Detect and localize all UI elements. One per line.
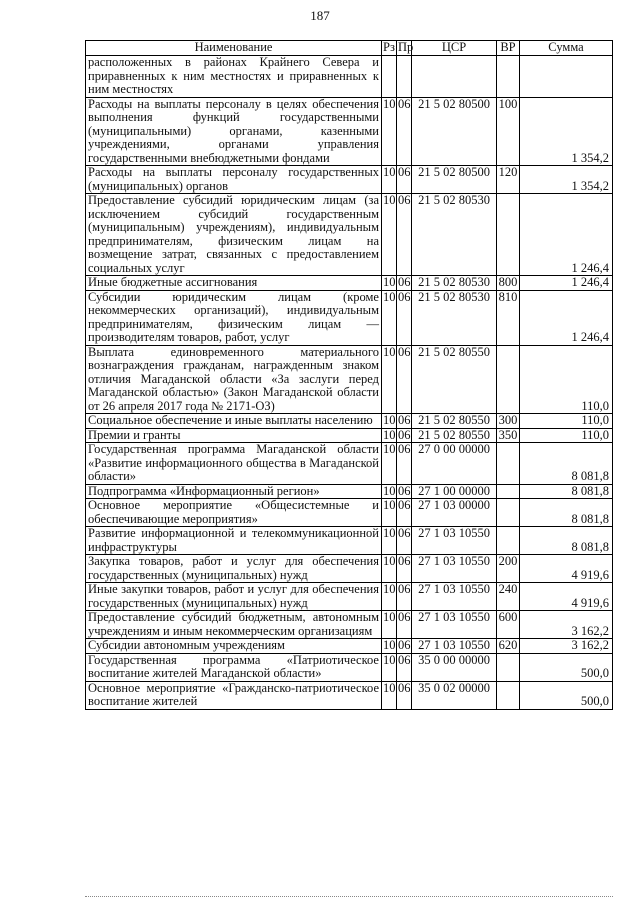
table-row bbox=[86, 555, 613, 583]
table-row bbox=[86, 583, 613, 611]
cell-csr: 21 5 02 80530 bbox=[412, 290, 497, 345]
cell-pr: 06 bbox=[397, 681, 412, 709]
cell-name: Предоставление субсидий юридическим лицам (за исключением субсидий государственным (муниципальным) учреждениям), индивидуальным предпринимателям, физическим лицам на возмещение затрат, связанных с предоставлением социальных услуг bbox=[86, 194, 382, 276]
cell-rz: 10 bbox=[382, 97, 397, 166]
cell-pr: 06 bbox=[397, 290, 412, 345]
cell-name: Расходы на выплаты персоналу государственных (муниципальных) органов bbox=[86, 166, 382, 194]
cell-sum: 110,0 bbox=[520, 414, 613, 429]
cell-pr: 06 bbox=[397, 166, 412, 194]
cell-name: Государственная программа «Патриотическое воспитание жителей Магаданской области» bbox=[86, 653, 382, 681]
cell-csr: 21 5 02 80500 bbox=[412, 97, 497, 166]
cell-name: Подпрограмма «Информационный регион» bbox=[86, 484, 382, 499]
cell-vr bbox=[497, 681, 520, 709]
cell-pr: 06 bbox=[397, 345, 412, 414]
cell-pr bbox=[397, 56, 412, 98]
cell-sum: 3 162,2 bbox=[520, 611, 613, 639]
table-header-row bbox=[86, 41, 613, 56]
cell-pr: 06 bbox=[397, 583, 412, 611]
cell-vr: 810 bbox=[497, 290, 520, 345]
cell-csr: 35 0 02 00000 bbox=[412, 681, 497, 709]
cell-pr: 06 bbox=[397, 499, 412, 527]
cell-csr: 27 0 00 00000 bbox=[412, 443, 497, 485]
cell-vr: 100 bbox=[497, 97, 520, 166]
table-row bbox=[86, 97, 613, 166]
cell-name: Премии и гранты bbox=[86, 428, 382, 443]
cell-rz: 10 bbox=[383, 638, 396, 652]
table-row bbox=[86, 611, 613, 639]
cell-name: Основное мероприятие «Гражданско-патриотическое воспитание жителей bbox=[86, 681, 382, 709]
cell-rz: 10 bbox=[382, 527, 397, 555]
cell-sum: 1 354,2 bbox=[520, 166, 613, 194]
cell-csr: 21 5 02 80530 bbox=[412, 194, 497, 276]
footer-divider bbox=[85, 896, 613, 897]
cell-vr bbox=[497, 653, 520, 681]
cell-vr: 240 bbox=[497, 583, 520, 611]
cell-name: Иные бюджетные ассигнования bbox=[86, 276, 382, 291]
table-row bbox=[86, 166, 613, 194]
cell-csr: 27 1 03 10550 bbox=[412, 611, 497, 639]
table-row bbox=[86, 484, 613, 499]
cell-sum: 8 081,8 bbox=[520, 499, 613, 527]
cell-rz: 10 bbox=[382, 611, 397, 639]
header-rz: Рз bbox=[383, 40, 395, 54]
cell-csr: 21 5 02 80500 bbox=[412, 166, 497, 194]
cell-sum: 8 081,8 bbox=[520, 527, 613, 555]
cell-vr bbox=[497, 499, 520, 527]
cell-vr: 350 bbox=[497, 428, 520, 443]
cell-vr: 300 bbox=[497, 414, 520, 429]
cell-rz: 10 bbox=[382, 194, 397, 276]
cell-rz: 10 bbox=[382, 555, 397, 583]
cell-name: Субсидии юридическим лицам (кроме некоммерческих организаций), индивидуальным предпринимателям, физическим лицам — производителям товаров, работ, услуг bbox=[86, 290, 382, 345]
cell-rz: 10 bbox=[382, 345, 397, 414]
header-pr: Пр bbox=[398, 40, 414, 54]
cell-name: Иные закупки товаров, работ и услуг для обеспечения государственных (муниципальных) нужд bbox=[86, 583, 382, 611]
header-csr: ЦСР bbox=[412, 41, 497, 56]
cell-csr: 27 1 03 10550 bbox=[412, 583, 497, 611]
cell-name: Расходы на выплаты персоналу в целях обеспечения выполнения функций государственными (муниципальными) органами, казенными учреждениями, органами управления государственными внебюджетными фондами bbox=[86, 97, 382, 166]
cell-pr: 06 bbox=[398, 413, 411, 427]
cell-rz: 10 bbox=[383, 483, 396, 498]
header-name: Наименование bbox=[86, 41, 382, 56]
cell-sum: 1 246,4 bbox=[520, 276, 613, 291]
cell-pr: 06 bbox=[398, 483, 411, 498]
cell-name: Предоставление субсидий бюджетным, автономным учреждениям и иным некоммерческим организациям bbox=[86, 611, 382, 639]
cell-csr: 21 5 02 80550 bbox=[412, 428, 497, 443]
cell-name: Субсидии автономным учреждениям bbox=[86, 639, 382, 654]
cell-vr: 800 bbox=[497, 276, 520, 291]
cell-sum: 110,0 bbox=[520, 345, 613, 414]
table-row bbox=[86, 681, 613, 709]
cell-pr: 06 bbox=[397, 555, 412, 583]
table-row bbox=[86, 345, 613, 414]
cell-pr: 06 bbox=[397, 194, 412, 276]
cell-rz: 10 bbox=[382, 653, 397, 681]
cell-csr: 35 0 00 00000 bbox=[412, 653, 497, 681]
cell-pr: 06 bbox=[397, 653, 412, 681]
cell-csr: 27 1 03 00000 bbox=[412, 499, 497, 527]
cell-vr: 200 bbox=[497, 555, 520, 583]
cell-pr: 06 bbox=[397, 527, 412, 555]
cell-vr: 620 bbox=[497, 639, 520, 654]
cell-name: Социальное обеспечение и иные выплаты населению bbox=[86, 414, 382, 429]
cell-vr bbox=[497, 345, 520, 414]
cell-sum: 3 162,2 bbox=[520, 639, 613, 654]
cell-vr bbox=[497, 484, 520, 499]
cell-name: Закупка товаров, работ и услуг для обеспечения государственных (муниципальных) нужд bbox=[86, 555, 382, 583]
cell-pr: 06 bbox=[398, 275, 411, 289]
cell-name: Выплата единовременного материального вознаграждения гражданам, награжденным знаком отличия Магаданской области «За заслуги перед Магаданской областью» (Закон Магаданской области от 26 апреля 2017 года № 2171-ОЗ) bbox=[86, 345, 382, 414]
cell-sum: 4 919,6 bbox=[520, 583, 613, 611]
cell-csr: 21 5 02 80550 bbox=[412, 414, 497, 429]
cell-csr: 21 5 02 80550 bbox=[412, 345, 497, 414]
table-body bbox=[86, 56, 613, 710]
cell-rz bbox=[382, 56, 397, 98]
cell-csr: 27 1 03 10550 bbox=[412, 639, 497, 654]
table-row bbox=[86, 428, 613, 443]
cell-pr: 06 bbox=[398, 638, 411, 652]
cell-sum: 1 246,4 bbox=[520, 194, 613, 276]
table-row bbox=[86, 527, 613, 555]
cell-sum: 8 081,8 bbox=[520, 443, 613, 485]
page-number: 187 bbox=[310, 8, 330, 23]
cell-sum: 8 081,8 bbox=[520, 484, 613, 499]
cell-rz: 10 bbox=[382, 583, 397, 611]
cell-csr: 27 1 00 00000 bbox=[412, 484, 497, 499]
cell-rz: 10 bbox=[383, 275, 396, 289]
cell-rz: 10 bbox=[382, 290, 397, 345]
cell-sum bbox=[520, 56, 613, 98]
cell-rz: 10 bbox=[383, 413, 396, 427]
cell-pr: 06 bbox=[397, 611, 412, 639]
table-row bbox=[86, 639, 613, 654]
cell-name: Развитие информационной и телекоммуникационной инфраструктуры bbox=[86, 527, 382, 555]
cell-rz: 10 bbox=[382, 166, 397, 194]
table-row bbox=[86, 443, 613, 485]
cell-sum: 500,0 bbox=[520, 653, 613, 681]
cell-name: Основное мероприятие «Общесистемные и обеспечивающие мероприятия» bbox=[86, 499, 382, 527]
cell-sum: 1 246,4 bbox=[520, 290, 613, 345]
cell-rz: 10 bbox=[382, 443, 397, 485]
cell-vr bbox=[497, 194, 520, 276]
cell-vr: 600 bbox=[497, 611, 520, 639]
cell-name: расположенных в районах Крайнего Севера и приравненных к ним местностях и приравненных к ним местностях bbox=[86, 56, 382, 98]
cell-pr: 06 bbox=[397, 97, 412, 166]
cell-rz: 10 bbox=[383, 427, 396, 442]
table-row bbox=[86, 194, 613, 276]
table-row bbox=[86, 653, 613, 681]
cell-sum: 1 354,2 bbox=[520, 97, 613, 166]
table-row bbox=[86, 276, 613, 291]
cell-sum: 4 919,6 bbox=[520, 555, 613, 583]
cell-csr bbox=[412, 56, 497, 98]
cell-vr bbox=[497, 527, 520, 555]
budget-table bbox=[85, 40, 613, 710]
header-sum: Сумма bbox=[520, 41, 613, 56]
header-vr: ВР bbox=[497, 41, 520, 56]
cell-pr: 06 bbox=[398, 427, 411, 442]
table-row bbox=[86, 499, 613, 527]
cell-sum: 500,0 bbox=[520, 681, 613, 709]
table-row bbox=[86, 290, 613, 345]
cell-pr: 06 bbox=[397, 443, 412, 485]
cell-vr bbox=[497, 56, 520, 98]
cell-csr: 27 1 03 10550 bbox=[412, 555, 497, 583]
table-row bbox=[86, 56, 613, 98]
cell-name: Государственная программа Магаданской области «Развитие информационного общества в Магаданской области» bbox=[86, 443, 382, 485]
cell-csr: 21 5 02 80530 bbox=[412, 276, 497, 291]
cell-sum: 110,0 bbox=[520, 428, 613, 443]
cell-vr: 120 bbox=[497, 166, 520, 194]
cell-vr bbox=[497, 443, 520, 485]
table-row bbox=[86, 414, 613, 429]
cell-rz: 10 bbox=[382, 681, 397, 709]
cell-rz: 10 bbox=[382, 499, 397, 527]
cell-csr: 27 1 03 10550 bbox=[412, 527, 497, 555]
